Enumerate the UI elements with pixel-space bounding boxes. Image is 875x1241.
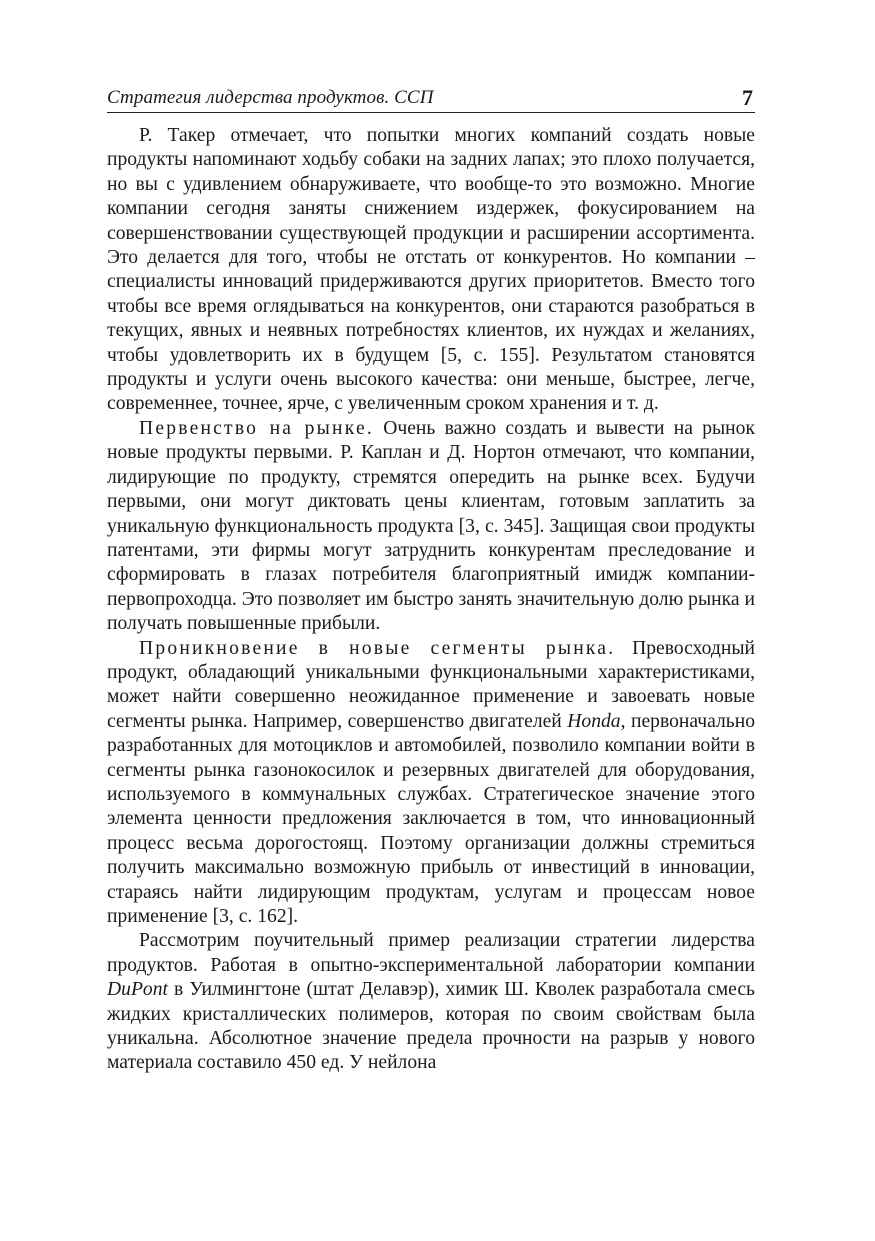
paragraph-text: Р. Такер отмечает, что попытки многих компаний создать новые продукты напоминают ходьбу собаки на задних лапах; это плохо получается, но вы с удивлением обнаруживаете, что вообще-то это возможно. Многие компании сегодня заняты снижением издержек, фокусированием на совершенствовании существующей продукции и расширении ассортимента. Это делается для того, чтобы не отстать от конкурентов. Но компании – специалисты инноваций придерживаются других приоритетов. Вместо того чтобы все время оглядываться на конкурентов, они стараются разобраться в текущих, явных и неявных потребностях клиентов, их нуждах и желаниях, чтобы удовлетворить их в будущем [5, с. 155]. Результатом становятся продукты и услуги очень высокого качества: они меньше, быстрее, легче, современнее, точнее, ярче, с увеличенным сроком хранения и т. д.	[107, 125, 755, 415]
body-text	[107, 124, 755, 1076]
paragraph-text: , первоначально разработанных для мотоциклов и автомобилей, позволило компании войти в сегменты рынка газонокосилок и резервных двигателей для оборудования, используемого в коммунальных службах. Стратегическое значение этого элемента ценности предложения заключается в том, что инновационный процесс весьма дорогостоящ. Поэтому организации должны стремиться получить максимально возможную прибыль от инвестиций в инновации, стараясь найти лидирующим продуктам, услугам и процессам новое применение [3, с. 162].	[107, 710, 756, 927]
brand-name-italic: DuPont	[107, 979, 168, 1001]
spaced-lead-heading: Первенство на рынке.	[139, 417, 374, 439]
page-header	[107, 82, 755, 113]
paragraph-3	[107, 637, 755, 930]
paragraph-4	[107, 929, 755, 1075]
paragraph-2	[107, 417, 755, 637]
running-title: Стратегия лидерства продуктов. ССП	[107, 87, 434, 108]
brand-name-italic: Honda	[567, 710, 621, 732]
paragraph-text: в Уилмингтоне (штат Делавэр), химик Ш. Кволек разработала смесь жидких кристаллических полимеров, которая по своим свойствам была уникальна. Абсолютное значение предела прочности на разрыв у нового материала составило 450 ед. У нейлона	[107, 979, 755, 1074]
paragraph-text: Очень важно создать и вывести на рынок новые продукты первыми. Р. Каплан и Д. Нортон отмечают, что компании, лидирующие по продукту, стремятся опередить на рынке всех. Будучи первыми, они могут диктовать цены клиентам, готовым заплатить за уникальную функциональность продукта [3, с. 345]. Защищая свои продукты патентами, эти фирмы могут затруднить конкурентам преследование и сформировать в глазах потребителя благоприятный имидж компании-первопроходца. Это позволяет им быстро занять значительную долю рынка и получать повышенные прибыли.	[107, 417, 755, 635]
paragraph-1	[107, 124, 755, 417]
paragraph-text: Рассмотрим поучительный пример реализации стратегии лидерства продуктов. Работая в опытно-экспериментальной лаборатории компании	[107, 930, 755, 976]
spaced-lead-heading: Проникновение в новые сегменты рынка.	[139, 637, 616, 659]
paragraph-text: Превосходный продукт, обладающий уникальными функциональными характеристиками, может найти совершенно неожиданное применение и завоевать новые сегменты рынка. Например, совершенство двигателей	[107, 637, 755, 732]
page-number: 7	[742, 85, 753, 110]
